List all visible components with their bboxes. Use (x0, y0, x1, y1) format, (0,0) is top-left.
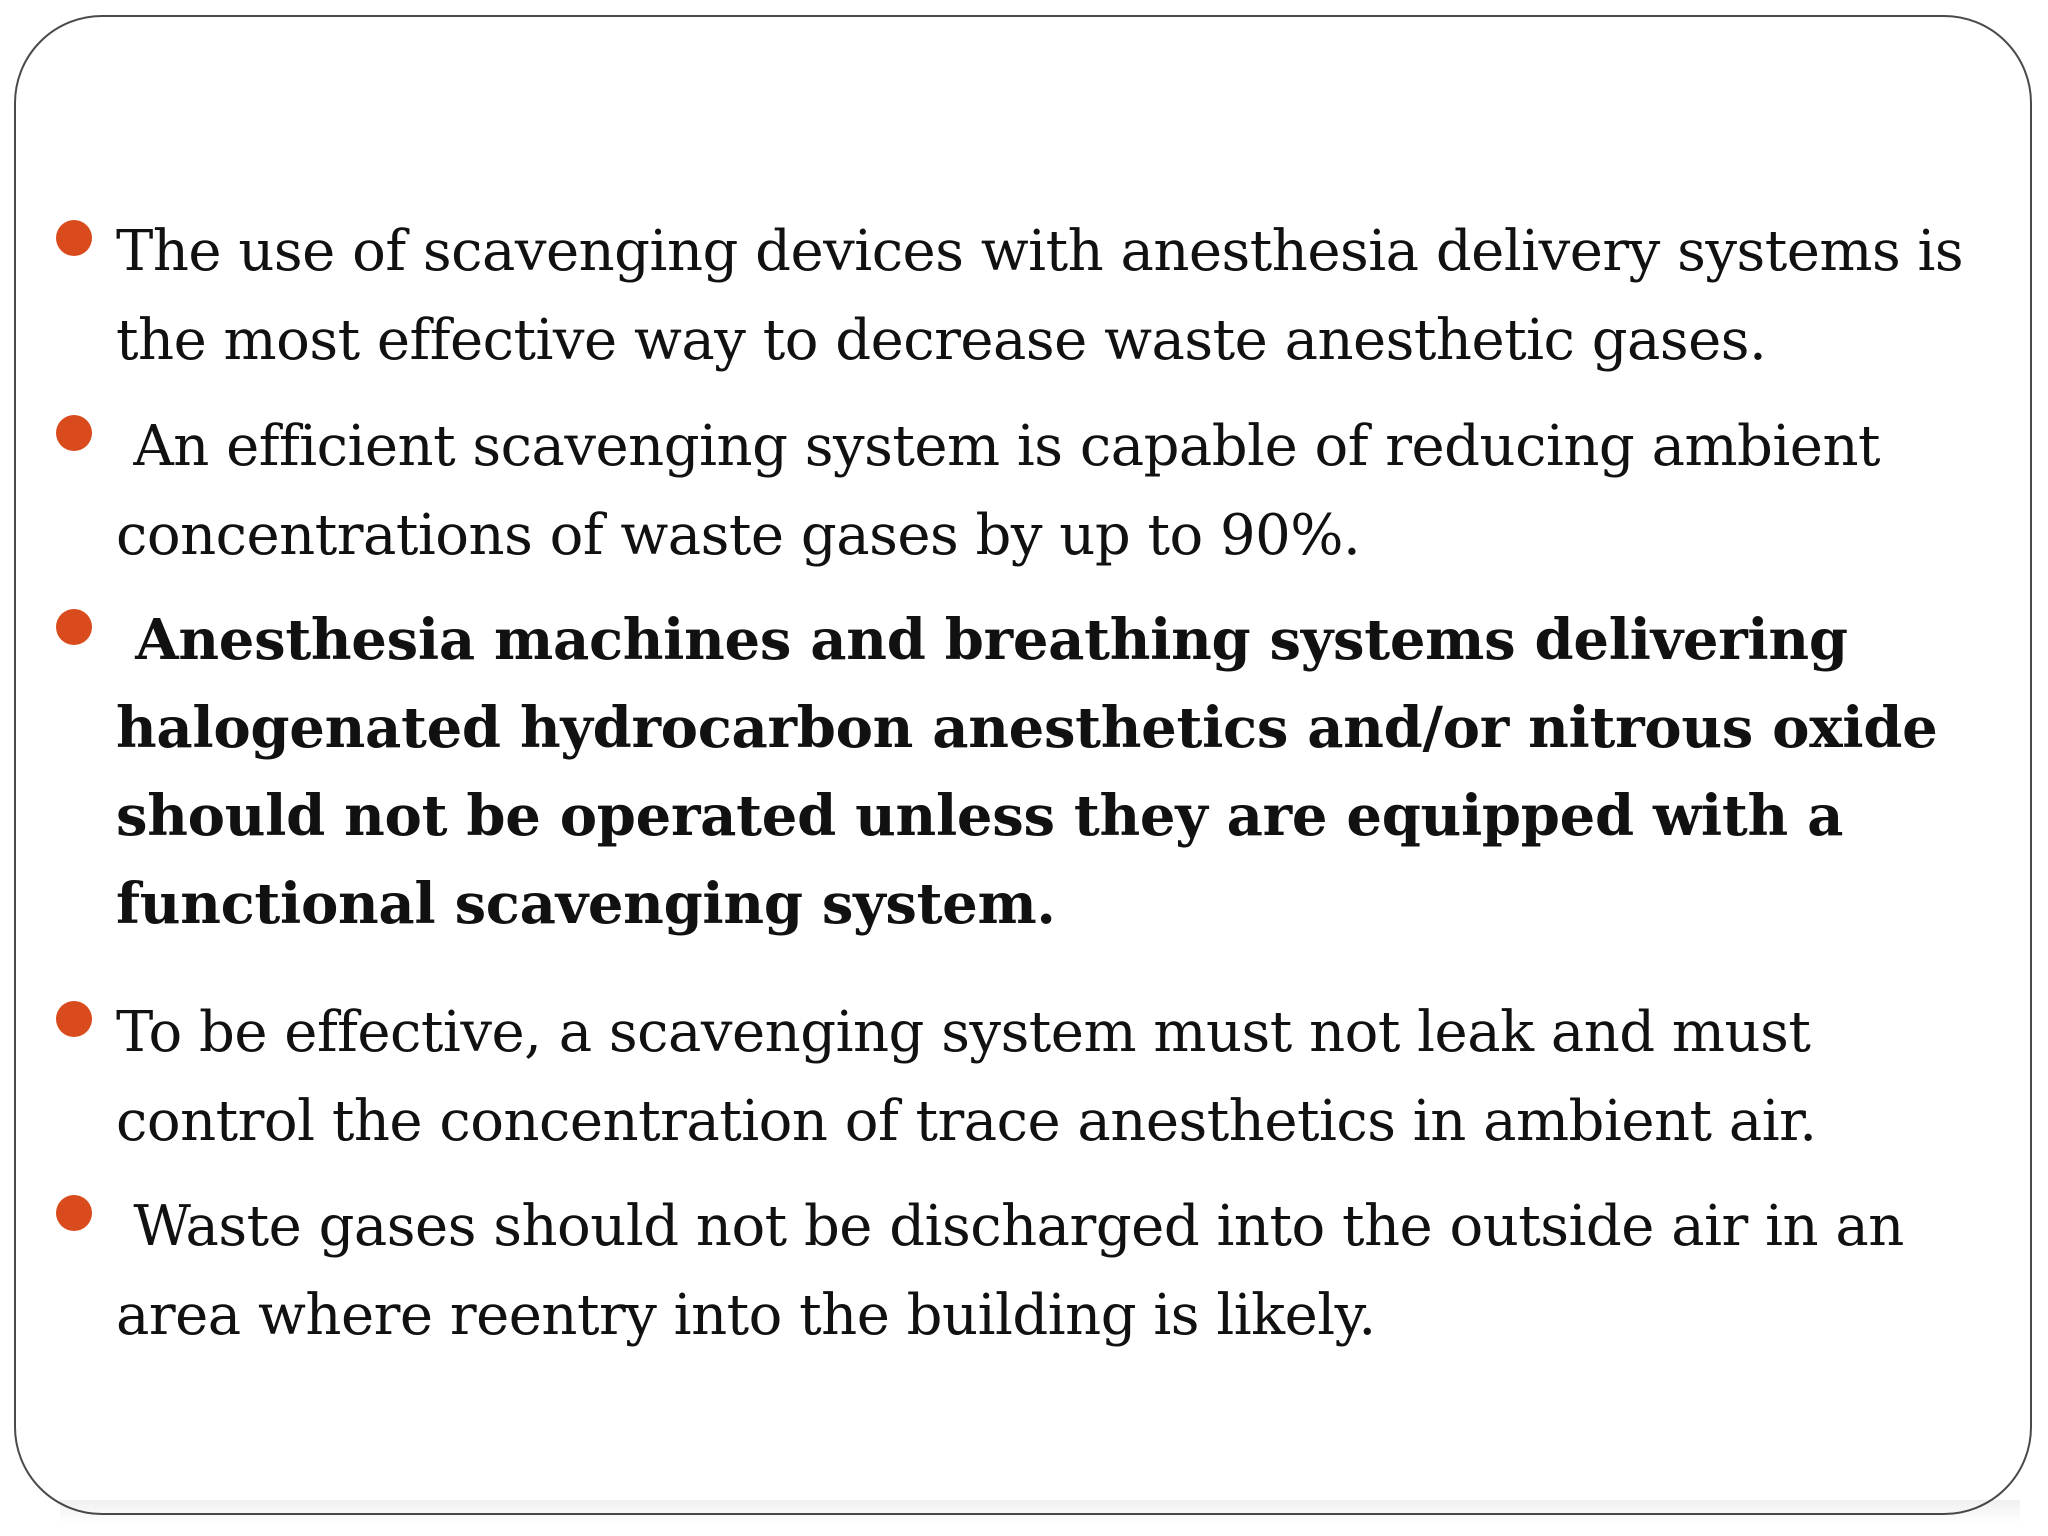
bullet-dot-icon (56, 415, 92, 451)
bullet-dot-icon (56, 1195, 92, 1231)
bullet-text-5: Waste gases should not be discharged into the outside air in an area where reentry into the building is likely. (116, 1194, 1922, 1348)
bullet-dot-icon (56, 609, 92, 645)
bullet-text-2: An efficient scavenging system is capable of reducing ambient concentrations of waste gases by up to 90%. (116, 414, 1898, 568)
bullet-text-4: To be effective, a scavenging system must not leak and must control the concentration of trace anesthetics in ambient air. (116, 1000, 1817, 1154)
bullet-dot-icon (56, 1001, 92, 1037)
bullet-text-1: The use of scavenging devices with anesthesia delivery systems is the most effective way to decrease waste anesthetic gases. (116, 219, 1964, 373)
bullet-dot-icon (56, 220, 92, 256)
bullet-text-3: Anesthesia machines and breathing systems delivering halogenated hydrocarbon anesthetics and/or nitrous oxide should not be operated unless they are equipped with a functional scavenging system. (116, 607, 1957, 937)
